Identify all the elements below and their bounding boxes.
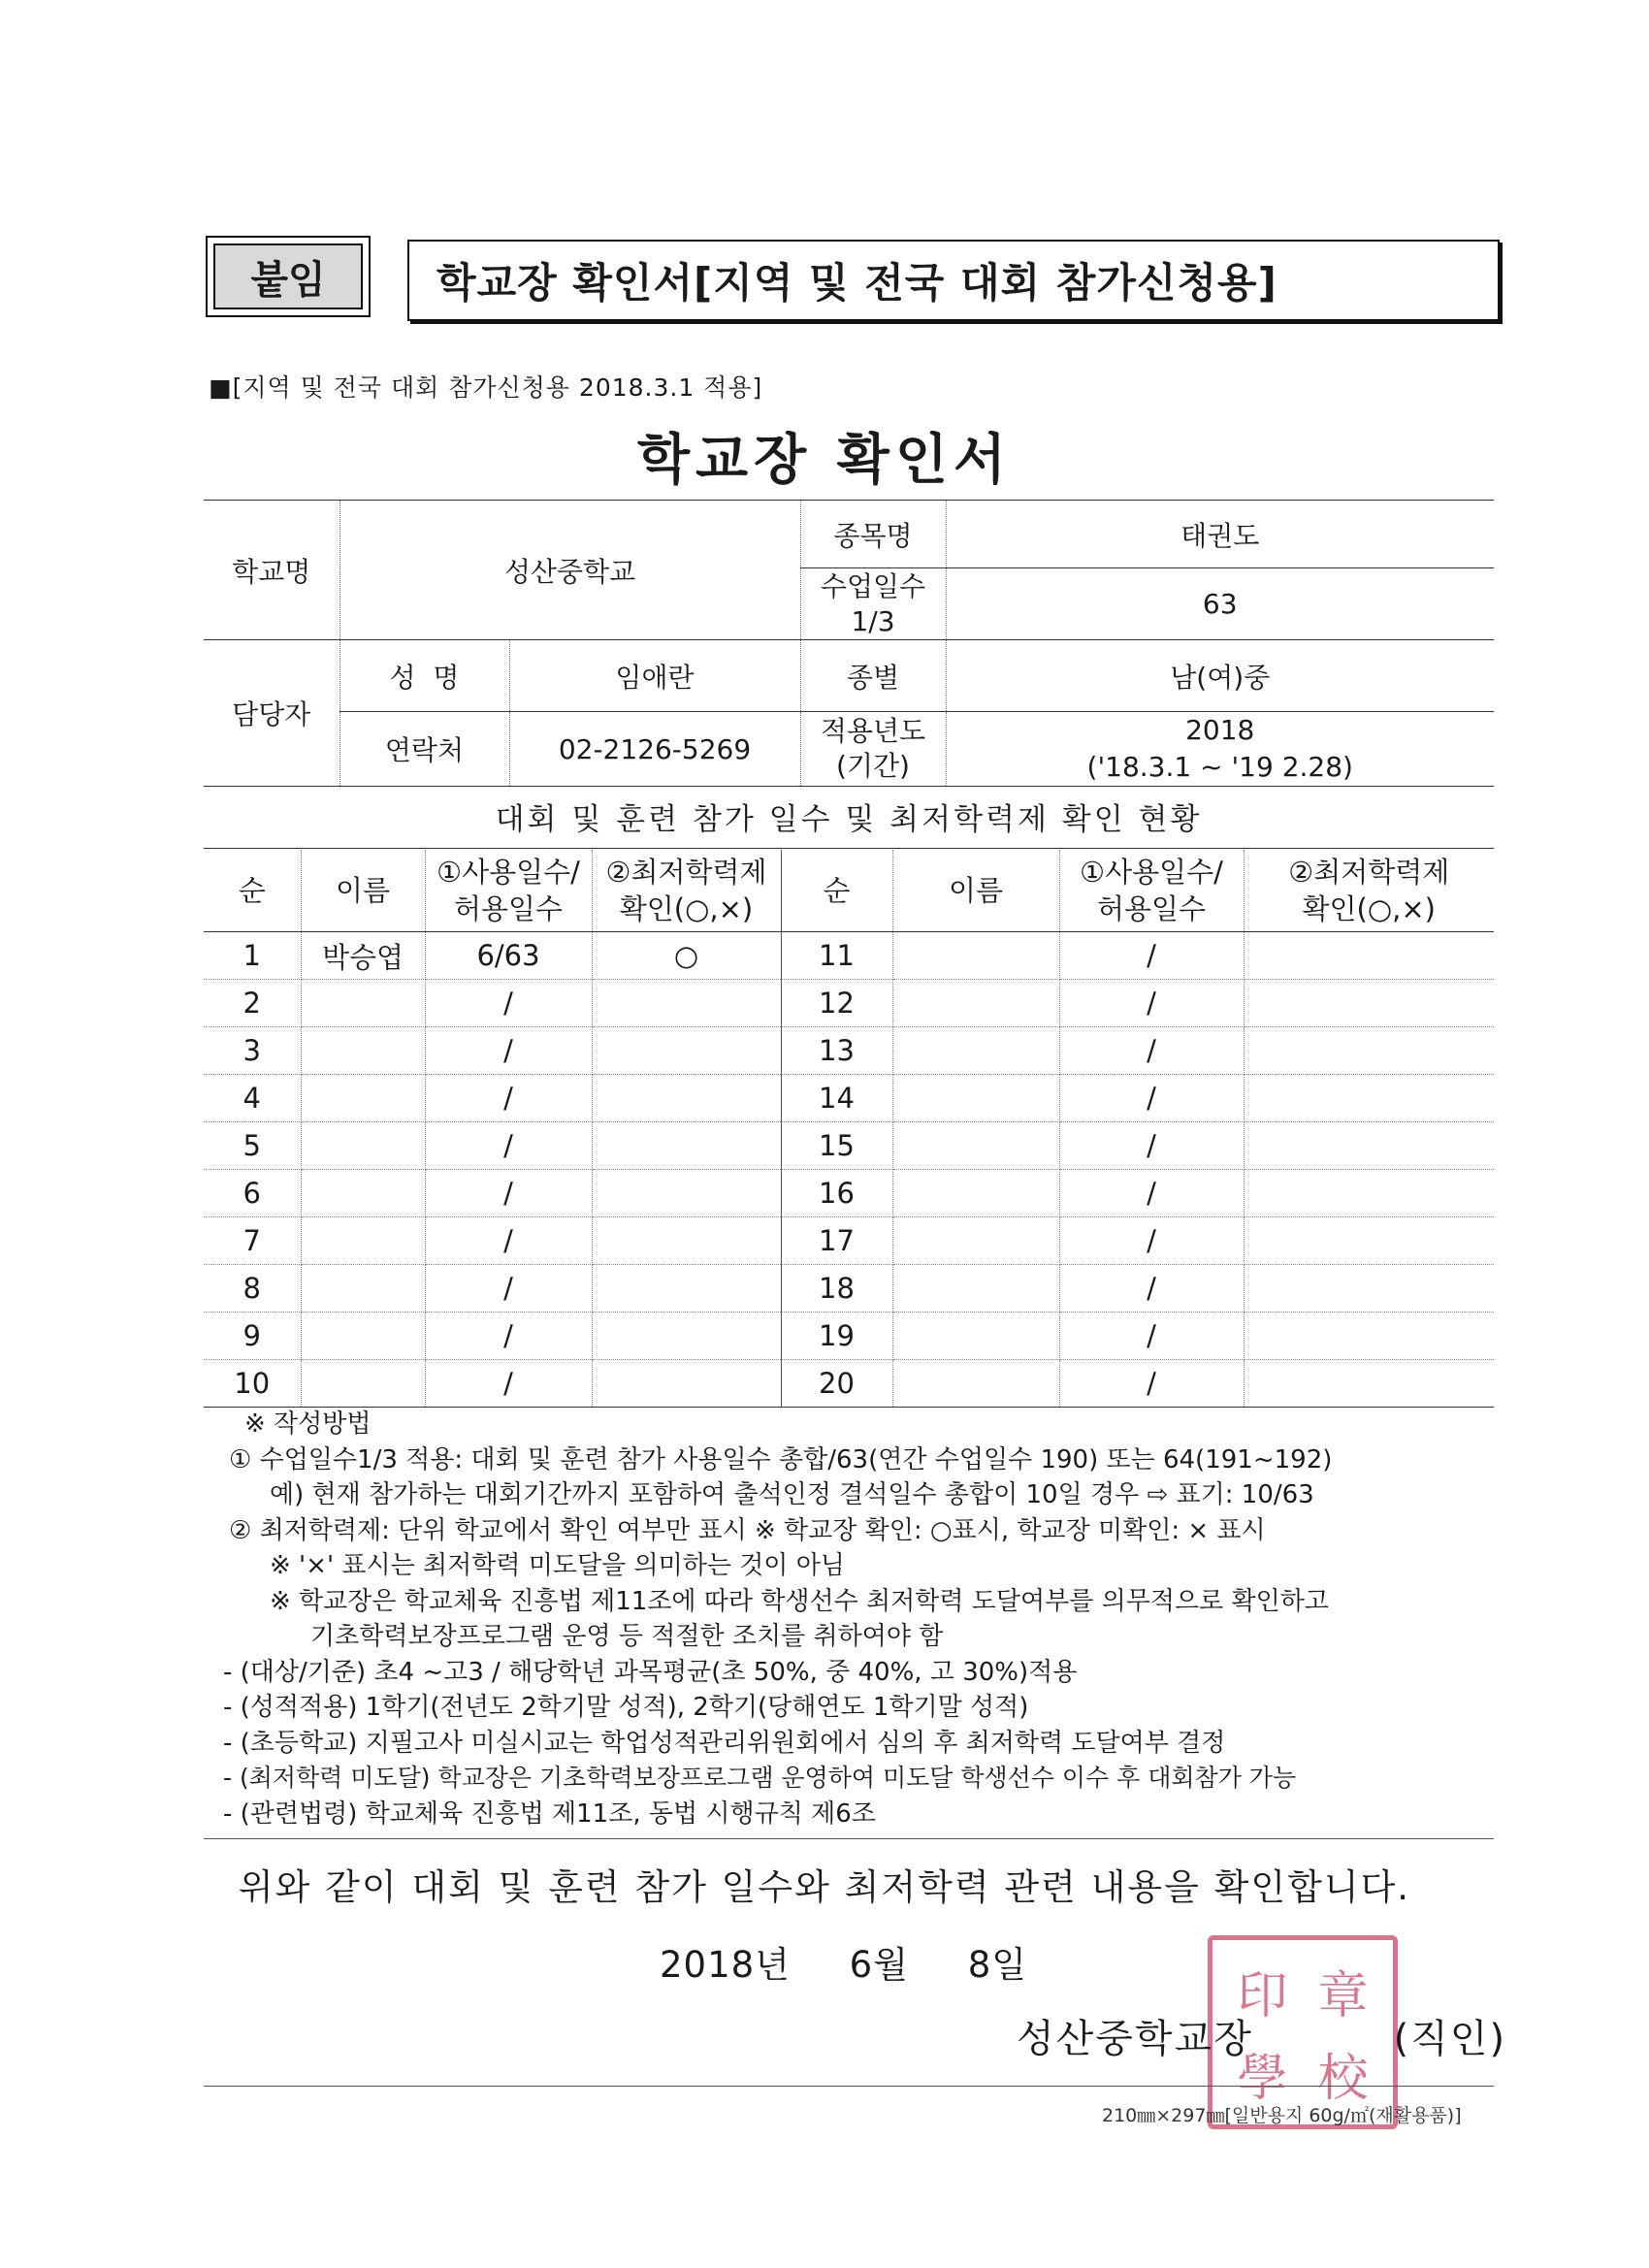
row-check-right [1244,1122,1494,1170]
instruction-line-3: ② 최저학력제: 단위 학교에서 확인 여부만 표시 ※ 학교장 확인: ○표시, 학교장 미확인: × 표시 [229,1515,1266,1545]
row-days: / [425,1312,592,1360]
row-name: 박승엽 [301,932,425,980]
row-check [592,1170,781,1217]
col-header-name: 이름 [301,850,425,932]
instruction-line-2: 예) 현재 참가하는 대회기간까지 포함하여 출석인정 결석일수 총합이 10일 경우 ⇨ 표기: 10/63 [270,1480,1314,1509]
issue-date [660,1935,1027,1988]
row-name [301,1265,425,1312]
row-check [592,980,781,1027]
row-days-right: / [1059,1075,1244,1122]
row-no-right: 12 [781,980,892,1027]
row-check [592,1217,781,1265]
row-no: 1 [204,932,301,980]
col-header-days-line2: 허용일수 [453,892,564,925]
row-no: 5 [204,1122,301,1170]
seal-glyph: 印 [1237,1967,1288,2025]
row-no: 10 [204,1360,301,1408]
row-no-right: 15 [781,1122,892,1170]
apply-year-value [946,712,1494,787]
row-days: / [425,1027,592,1075]
row-check-right [1244,980,1494,1027]
class-days-label-line2: 1/3 [851,604,895,637]
row-no: 2 [204,980,301,1027]
row-no-right: 13 [781,1027,892,1075]
instructions [223,1407,1509,1831]
apply-year-label-line2: (기간) [836,750,910,782]
row-days-right: / [1059,1312,1244,1360]
table-row [204,1122,1494,1170]
row-check [592,1360,781,1408]
instruction-line-1: ① 수업일수1/3 적용: 대회 및 훈련 참가 사용일수 총합/63(연간 수업일수 190) 또는 64(191~192) [229,1444,1333,1474]
row-name [301,1027,425,1075]
row-name-right [892,1122,1059,1170]
row-days-right: / [1059,1170,1244,1217]
instruction-line-8: - (성적적용) 1학기(전년도 2학기말 성적), 2학기(당해연도 1학기말 성적) [223,1693,1029,1722]
instruction-line-4: ※ '×' 표시는 최저학력 미도달을 의미하는 것이 아님 [270,1551,845,1580]
attachment-tag: 붙임 [206,236,371,317]
row-check-right [1244,1217,1494,1265]
row-check [592,1312,781,1360]
instruction-line-6: 기초학력보장프로그램 운영 등 적절한 조치를 취하여야 함 [310,1622,944,1651]
apply-year-label [800,712,946,787]
row-days: / [425,1075,592,1122]
row-no: 8 [204,1265,301,1312]
col-header-check-line2: 확인(○,×) [619,892,754,925]
row-days-right: / [1059,1360,1244,1408]
row-no: 9 [204,1312,301,1360]
document-title: 학교장 확인서 [636,429,1013,492]
date-month: 6월 [849,1944,909,1986]
instruction-line-7: - (대상/기준) 초4 ~고3 / 해당학년 과목평균(초 50%, 중 40%, 고 30%)적용 [223,1657,1078,1687]
seal-glyph: 章 [1317,1967,1369,2025]
table-row [204,980,1494,1027]
row-name-right [892,1027,1059,1075]
table-row [204,1265,1494,1312]
row-check-right [1244,1027,1494,1075]
col-header-check-line1: ②최저학력제 [605,856,767,889]
row-check-right [1244,1312,1494,1360]
col-header-days-line1: ①사용일수/ [436,856,580,889]
table-row [204,1217,1494,1265]
col-header-days-right-line2: 허용일수 [1096,892,1207,925]
class-days-label [800,568,946,640]
name-label: 성 명 [340,640,509,712]
apply-period: ('18.3.1 ~ '19 2.28) [1086,751,1353,783]
row-days: / [425,1217,592,1265]
row-name-right [892,1170,1059,1217]
row-check-right [1244,932,1494,980]
row-days: / [425,1360,592,1408]
row-no: 7 [204,1217,301,1265]
row-no-right: 20 [781,1360,892,1408]
seal-glyph: 學 [1237,2050,1288,2108]
records-heading: 대회 및 훈련 참가 일수 및 최저학력제 확인 현황 [204,784,1494,849]
row-name [301,1170,425,1217]
row-no-right: 16 [781,1170,892,1217]
row-check [592,1265,781,1312]
row-name-right [892,1217,1059,1265]
class-days-label-line1: 수업일수 [820,569,926,602]
row-name-right [892,1360,1059,1408]
row-days: 6/63 [425,932,592,980]
row-check-right [1244,1360,1494,1408]
row-name-right [892,1075,1059,1122]
table-row [204,932,1494,980]
class-days-value: 63 [946,568,1494,640]
type-label: 종별 [800,640,946,712]
sport-value: 태권도 [946,501,1494,568]
seal-glyph: 校 [1317,2050,1369,2108]
col-header-no-right: 순 [781,850,892,932]
row-days-right: / [1059,1217,1244,1265]
col-header-check-right-line2: 확인(○,×) [1302,892,1436,925]
col-header-check [592,850,781,932]
col-header-days-right-line1: ①사용일수/ [1080,856,1223,889]
instruction-line-11: - (관련법령) 학교체육 진흥법 제11조, 동법 시행규칙 제6조 [223,1798,876,1829]
row-check-right [1244,1170,1494,1217]
row-no-right: 14 [781,1075,892,1122]
row-no-right: 18 [781,1265,892,1312]
row-name [301,1217,425,1265]
row-name [301,1312,425,1360]
apply-year: 2018 [1185,714,1255,746]
principal-signature [1017,2008,1506,2063]
principal-title: 성산중학교장 [1017,2017,1253,2061]
col-header-name-right: 이름 [892,850,1059,932]
row-days-right: / [1059,980,1244,1027]
table-row [204,1075,1494,1122]
school-value: 성산중학교 [340,501,800,640]
row-name [301,980,425,1027]
divider-bottom [204,2086,1494,2087]
row-check [592,1122,781,1170]
header-title: 학교장 확인서[지역 및 전국 대회 참가신청용] [407,240,1500,321]
row-no-right: 19 [781,1312,892,1360]
row-days-right: / [1059,1027,1244,1075]
table-row [204,1170,1494,1217]
type-value: 남(여)중 [946,640,1494,712]
sport-label: 종목명 [800,501,946,568]
row-days-right: / [1059,1265,1244,1312]
col-header-check-right-line1: ②최저학력제 [1288,856,1450,889]
row-check [592,1075,781,1122]
divider-top [204,1838,1494,1839]
school-info-table [204,500,1494,787]
col-header-no: 순 [204,850,301,932]
table-row [204,1360,1494,1408]
seal-note: (직인) [1393,2017,1507,2061]
date-day: 8일 [967,1944,1028,1986]
row-no: 3 [204,1027,301,1075]
row-no: 6 [204,1170,301,1217]
instruction-line-9: - (초등학교) 지필고사 미실시교는 학업성적관리위원회에서 심의 후 최저학력 도달여부 결정 [223,1728,1226,1758]
instruction-line-5: ※ 학교장은 학교체육 진흥법 제11조에 따라 학생선수 최저학력 도달여부를 의무적으로 확인하고 [270,1586,1329,1616]
row-no-right: 17 [781,1217,892,1265]
contact-value: 02-2126-5269 [509,712,800,787]
table-row [204,1027,1494,1075]
contact-label: 연락처 [340,712,509,787]
row-days: / [425,980,592,1027]
instructions-title: ※ 작성방법 [244,1409,372,1439]
staff-label: 담당자 [204,640,340,787]
row-name-right [892,1312,1059,1360]
row-days-right: / [1059,932,1244,980]
row-name [301,1075,425,1122]
paper-spec: 210㎜×297㎜[일반용지 60g/㎡(재활용품)] [1102,2105,1462,2126]
row-check-right [1244,1265,1494,1312]
row-no: 4 [204,1075,301,1122]
confirmation-text: 위와 같이 대회 및 훈련 참가 일수와 최저학력 관련 내용을 확인합니다. [238,1866,1411,1908]
col-header-days [425,850,592,932]
row-name [301,1122,425,1170]
row-check [592,1027,781,1075]
row-name-right [892,980,1059,1027]
date-year: 2018년 [660,1944,791,1986]
instruction-line-10: - (최저학력 미도달) 학교장은 기초학력보장프로그램 운영하여 미도달 학생선수 이수 후 대회참가 가능 [223,1764,1297,1792]
row-check: ○ [592,932,781,980]
col-header-days-right [1059,850,1244,932]
row-days: / [425,1265,592,1312]
row-check-right [1244,1075,1494,1122]
table-row [204,1312,1494,1360]
row-name [301,1360,425,1408]
row-days-right: / [1059,1122,1244,1170]
row-name-right [892,932,1059,980]
apply-year-label-line1: 적용년도 [820,715,926,747]
row-days: / [425,1122,592,1170]
name-value: 임애란 [509,640,800,712]
row-days: / [425,1170,592,1217]
row-name-right [892,1265,1059,1312]
col-header-check-right [1244,850,1494,932]
row-no-right: 11 [781,932,892,980]
application-notice: ■[지역 및 전국 대회 참가신청용 2018.3.1 적용] [209,373,763,402]
participation-records-table [204,850,1494,1408]
school-label: 학교명 [204,501,340,640]
